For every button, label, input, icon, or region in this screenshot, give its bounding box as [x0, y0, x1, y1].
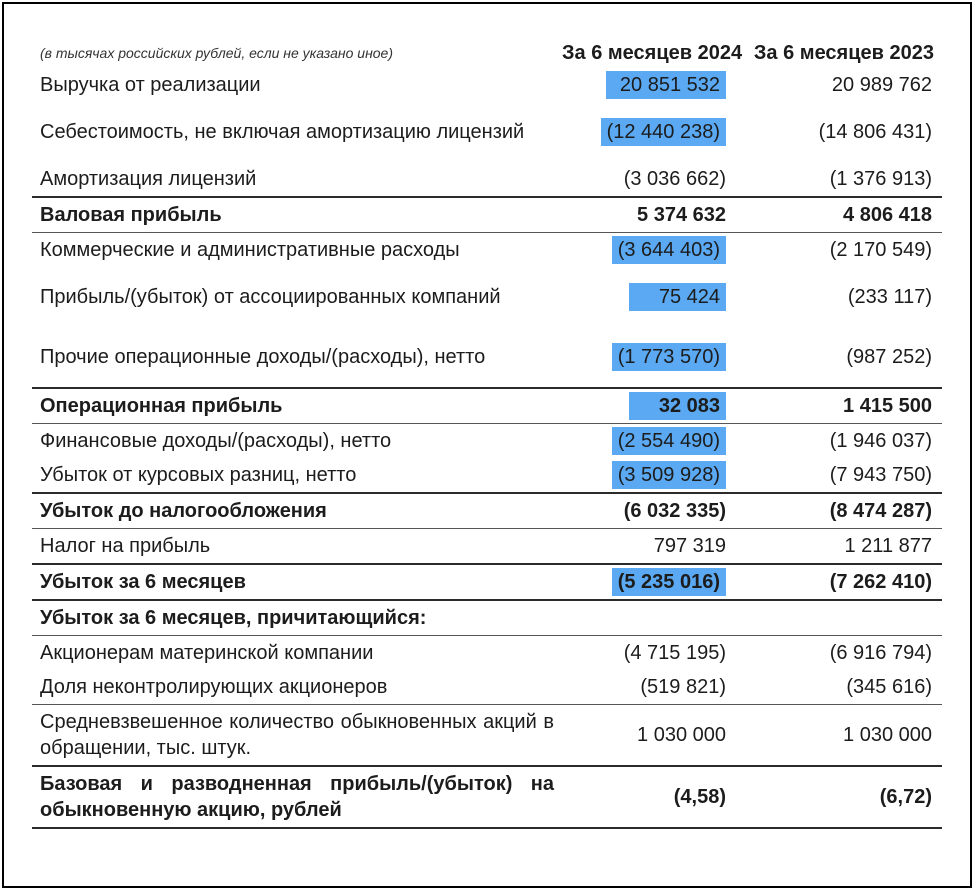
value-2023: (345 616) [846, 676, 932, 698]
value-2023: (8 474 287) [732, 493, 942, 529]
value-2023: (987 252) [846, 346, 932, 368]
value-2023: (7 262 410) [732, 564, 942, 600]
value-2024-highlighted: (3 644 403) [612, 236, 726, 264]
value-2023: (233 117) [847, 286, 932, 308]
row-license-amortization [32, 162, 942, 197]
value-2024 [562, 600, 732, 636]
value-2024: (4,58) [562, 766, 732, 828]
row-label: Прибыль/(убыток) от ассоциированных компаний [40, 286, 501, 308]
row-label: Амортизация лицензий [40, 168, 257, 190]
value-2023: 1 415 500 [732, 388, 942, 424]
row-income-tax [32, 529, 942, 565]
document-frame [2, 2, 972, 888]
value-2024-highlighted: 20 851 532 [606, 71, 726, 99]
row-label: Себестоимость, не включая амортизацию лицензий [40, 121, 525, 143]
value-2024: (519 821) [640, 676, 726, 698]
row-label: Выручка от реализации [40, 74, 261, 96]
row-label: Операционная прибыль [32, 388, 562, 424]
row-non-controlling [32, 670, 942, 705]
row-label: Коммерческие и административные расходы [32, 233, 562, 268]
value-2023: 4 806 418 [732, 197, 942, 233]
row-label: Налог на прибыль [32, 529, 562, 565]
units-note: (в тысячах российских рублей, если не указано иное) [40, 45, 394, 61]
row-label: Доля неконтролирующих акционеров [40, 676, 388, 698]
column-header-2023: За 6 месяцев 2023 [753, 42, 934, 64]
value-2023: (6,72) [732, 766, 942, 828]
row-label: Средневзвешенное количество обыкновенных акций в обращении, тыс. штук. [32, 705, 562, 767]
value-2024: 1 030 000 [562, 705, 732, 767]
value-2024-highlighted: 75 424 [629, 283, 726, 311]
row-loss-before-tax [32, 493, 942, 529]
value-2024-highlighted: (2 554 490) [612, 427, 726, 455]
row-fx-loss [32, 458, 942, 493]
row-revenue [32, 68, 942, 102]
value-2023: 1 211 877 [732, 529, 942, 565]
value-2024: (6 032 335) [562, 493, 732, 529]
row-label: Убыток до налогообложения [32, 493, 562, 529]
row-label: Убыток за 6 месяцев, причитающийся: [32, 600, 562, 636]
row-net-loss [32, 564, 942, 600]
row-label: Финансовые доходы/(расходы), нетто [32, 424, 562, 459]
row-weighted-shares [32, 705, 942, 767]
value-2024: (3 036 662) [623, 168, 726, 190]
value-2024-highlighted: (3 509 928) [612, 461, 726, 489]
row-attributable-heading [32, 600, 942, 636]
value-2024-highlighted: (5 235 016) [612, 568, 726, 596]
value-2023: (7 943 750) [829, 464, 932, 486]
value-2023: 1 030 000 [732, 705, 942, 767]
row-label: Базовая и разводненная прибыль/(убыток) на обыкновенную акцию, рублей [32, 766, 562, 828]
row-label: Валовая прибыль [32, 197, 562, 233]
table-header-row [32, 38, 942, 68]
row-sga-expenses [32, 233, 942, 268]
income-statement-table [32, 38, 942, 829]
row-associates-profit [32, 267, 942, 327]
value-2023 [732, 600, 942, 636]
row-label: Прочие операционные доходы/(расходы), нетто [40, 346, 486, 368]
row-parent-shareholders [32, 636, 942, 671]
row-finance-income [32, 424, 942, 459]
row-other-operating [32, 327, 942, 388]
value-2024-highlighted: (1 773 570) [612, 343, 726, 371]
value-2023: (14 806 431) [818, 121, 932, 143]
row-cost-of-sales [32, 102, 942, 162]
row-label: Убыток за 6 месяцев [32, 564, 562, 600]
row-label: Убыток от курсовых разниц, нетто [40, 464, 357, 486]
value-2024: 5 374 632 [562, 197, 732, 233]
value-2024: (4 715 195) [562, 636, 732, 671]
value-2023: (1 946 037) [732, 424, 942, 459]
value-2024-highlighted: (12 440 238) [601, 118, 726, 146]
row-operating-profit [32, 388, 942, 424]
row-eps [32, 766, 942, 828]
row-label: Акционерам материнской компании [32, 636, 562, 671]
value-2024-highlighted: 32 083 [629, 392, 726, 420]
row-gross-profit [32, 197, 942, 233]
column-header-2024: За 6 месяцев 2024 [562, 42, 743, 64]
value-2023: (1 376 913) [829, 168, 932, 190]
value-2023: (6 916 794) [732, 636, 942, 671]
value-2024: 797 319 [562, 529, 732, 565]
value-2023: (2 170 549) [732, 233, 942, 268]
value-2023: 20 989 762 [831, 74, 932, 96]
